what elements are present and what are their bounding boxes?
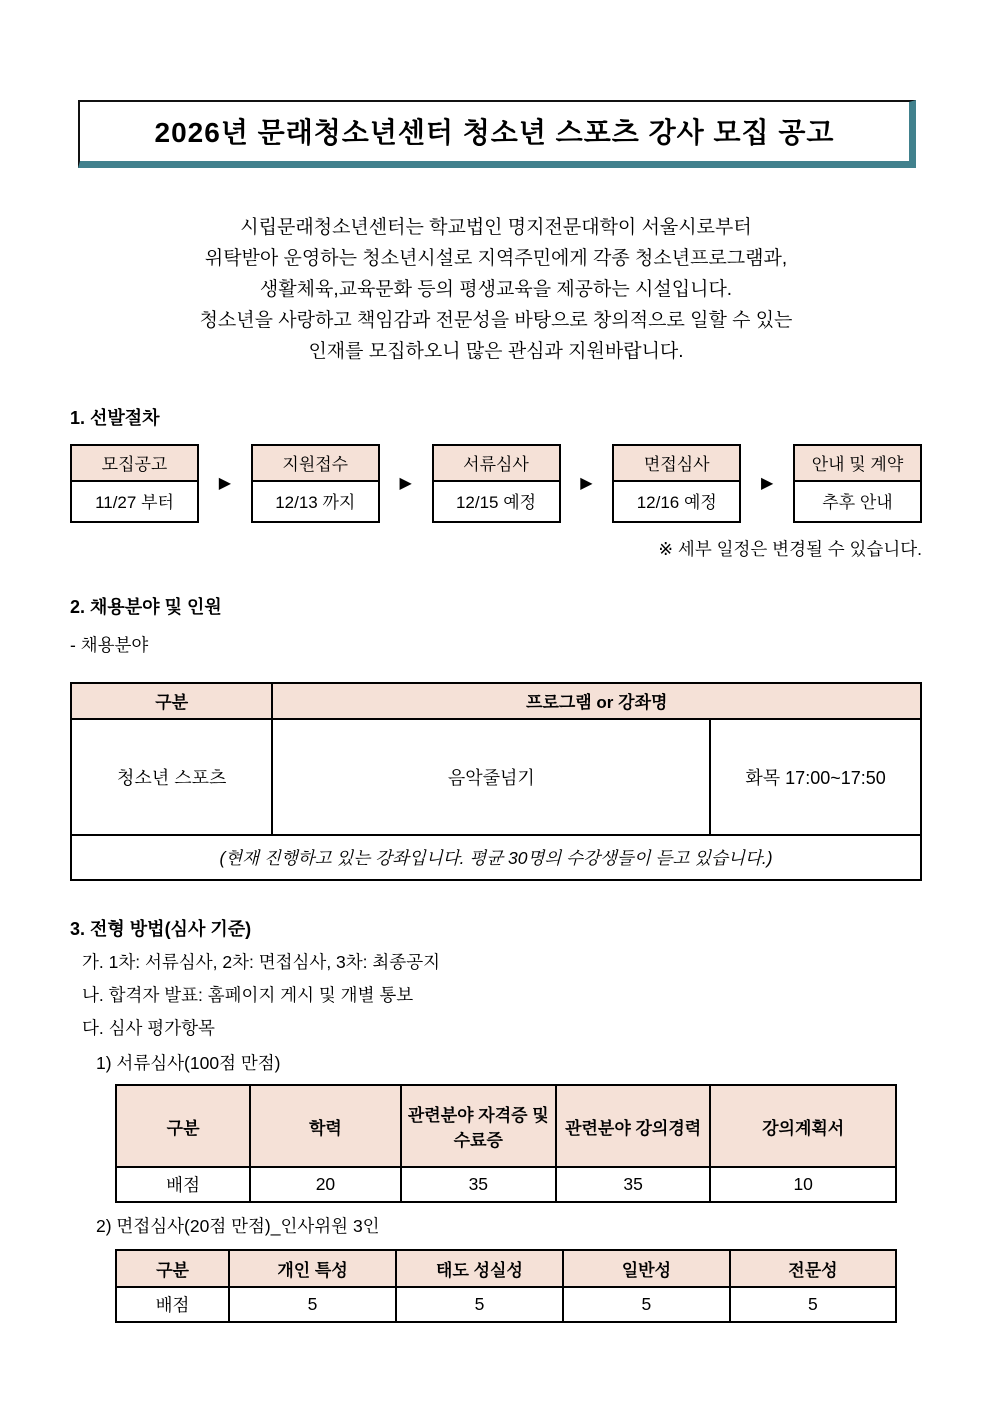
- score-cell: 35: [401, 1167, 556, 1202]
- recruitment-field-label: - 채용분야: [70, 635, 149, 655]
- header-education: 학력: [250, 1085, 401, 1167]
- step-detail: 11/27 부터: [95, 493, 174, 512]
- row-label: 배점: [116, 1167, 250, 1202]
- step-detail: 12/15 예정: [455, 493, 537, 512]
- notice-title: 2026년 문래청소년센터 청소년 스포츠 강사 모집 공고: [154, 117, 835, 148]
- method-item-1: 가. 1차: 서류심사, 2차: 면접심사, 3차: 최종공지: [82, 952, 441, 972]
- table-footer-note: (현재 진행하고 있는 강좌입니다. 평균 30명의 수강생들이 듣고 있습니다.): [71, 835, 921, 880]
- step-title: 지원접수: [253, 446, 378, 482]
- header-generality: 일반성: [563, 1250, 730, 1287]
- process-step-application: [251, 444, 380, 523]
- step-title: 면접심사: [614, 446, 739, 482]
- process-step-document-review: [432, 444, 561, 523]
- cell-schedule: 화목 17:00~17:50: [710, 719, 921, 835]
- interview-label: 2) 면접심사(20점 만점)_인사위원 3인: [96, 1216, 380, 1236]
- arrow-right-icon: ▶: [399, 474, 412, 492]
- score-cell: 5: [229, 1287, 396, 1322]
- section-2-heading: 2. 채용분야 및 인원: [70, 597, 222, 617]
- selection-process-flow: [70, 444, 922, 523]
- intro-line-3: 생활체육,교육문화 등의 평생교육을 제공하는 시설입니다.: [259, 279, 733, 300]
- table-row: [116, 1167, 896, 1202]
- header-expertise: 전문성: [730, 1250, 896, 1287]
- process-step-contract: [793, 444, 922, 523]
- row-label: 배점: [116, 1287, 229, 1322]
- method-item-3: 다. 심사 평가항목: [82, 1018, 215, 1038]
- doc-review-score-table: [115, 1084, 897, 1203]
- cell-field: 청소년 스포츠: [71, 719, 272, 835]
- process-step-interview: [612, 444, 741, 523]
- arrow-right-icon: ▶: [218, 474, 232, 492]
- arrow-right-icon: ▶: [760, 474, 774, 492]
- header-program: 프로그램 or 강좌명: [272, 683, 921, 719]
- notice-title-box: [78, 100, 916, 168]
- table-header-row: [116, 1250, 896, 1287]
- score-cell: 5: [730, 1287, 896, 1322]
- intro-line-4: 청소년을 사랑하고 책임감과 전문성을 바탕으로 창의적으로 일할 수 있는: [199, 310, 793, 331]
- header-personality: 개인 특성: [229, 1250, 396, 1287]
- doc-review-label: 1) 서류심사(100점 만점): [96, 1053, 281, 1073]
- process-step-announcement: [70, 444, 199, 523]
- header-category: 구분: [116, 1085, 250, 1167]
- header-attitude: 태도 성실성: [396, 1250, 563, 1287]
- step-detail: 12/13 까지: [275, 493, 356, 512]
- table-footer-row: [71, 835, 921, 880]
- score-cell: 10: [710, 1167, 896, 1202]
- header-category: 구분: [116, 1250, 229, 1287]
- score-cell: 35: [556, 1167, 710, 1202]
- step-detail: 추후 안내: [822, 493, 893, 512]
- step-title: 서류심사: [434, 446, 559, 482]
- intro-line-1: 시립문래청소년센터는 학교법인 명지전문대학이 서울시로부터: [240, 217, 752, 238]
- intro-paragraph: [70, 212, 922, 367]
- header-lecture-plan: 강의계획서: [710, 1085, 896, 1167]
- score-cell: 5: [396, 1287, 563, 1322]
- recruitment-table: [70, 682, 922, 881]
- section-1-heading: 1. 선발절차: [70, 408, 160, 428]
- method-item-2: 나. 합격자 발표: 홈페이지 게시 및 개별 통보: [82, 985, 414, 1005]
- header-certificates: 관련분야 자격증 및 수료증: [401, 1085, 556, 1167]
- arrow-right-icon: ▶: [580, 474, 593, 492]
- intro-line-2: 위탁받아 운영하는 청소년시설로 지역주민에게 각종 청소년프로그램과,: [204, 248, 788, 269]
- table-header-row: [116, 1085, 896, 1167]
- step-title: 안내 및 계약: [795, 446, 920, 482]
- score-cell: 5: [563, 1287, 730, 1322]
- step-title: 모집공고: [72, 446, 197, 482]
- header-category: 구분: [71, 683, 272, 719]
- table-row: [116, 1287, 896, 1322]
- table-row: [71, 719, 921, 835]
- section-3-heading: 3. 전형 방법(심사 기준): [70, 919, 252, 939]
- score-cell: 20: [250, 1167, 401, 1202]
- cell-program: 음악줄넘기: [272, 719, 710, 835]
- header-experience: 관련분야 강의경력: [556, 1085, 710, 1167]
- table-header-row: [71, 683, 921, 719]
- schedule-change-note: ※ 세부 일정은 변경될 수 있습니다.: [658, 539, 922, 559]
- step-detail: 12/16 예정: [636, 493, 717, 512]
- intro-line-5: 인재를 모집하오니 많은 관심과 지원바랍니다.: [308, 341, 684, 362]
- interview-score-table: [115, 1249, 897, 1323]
